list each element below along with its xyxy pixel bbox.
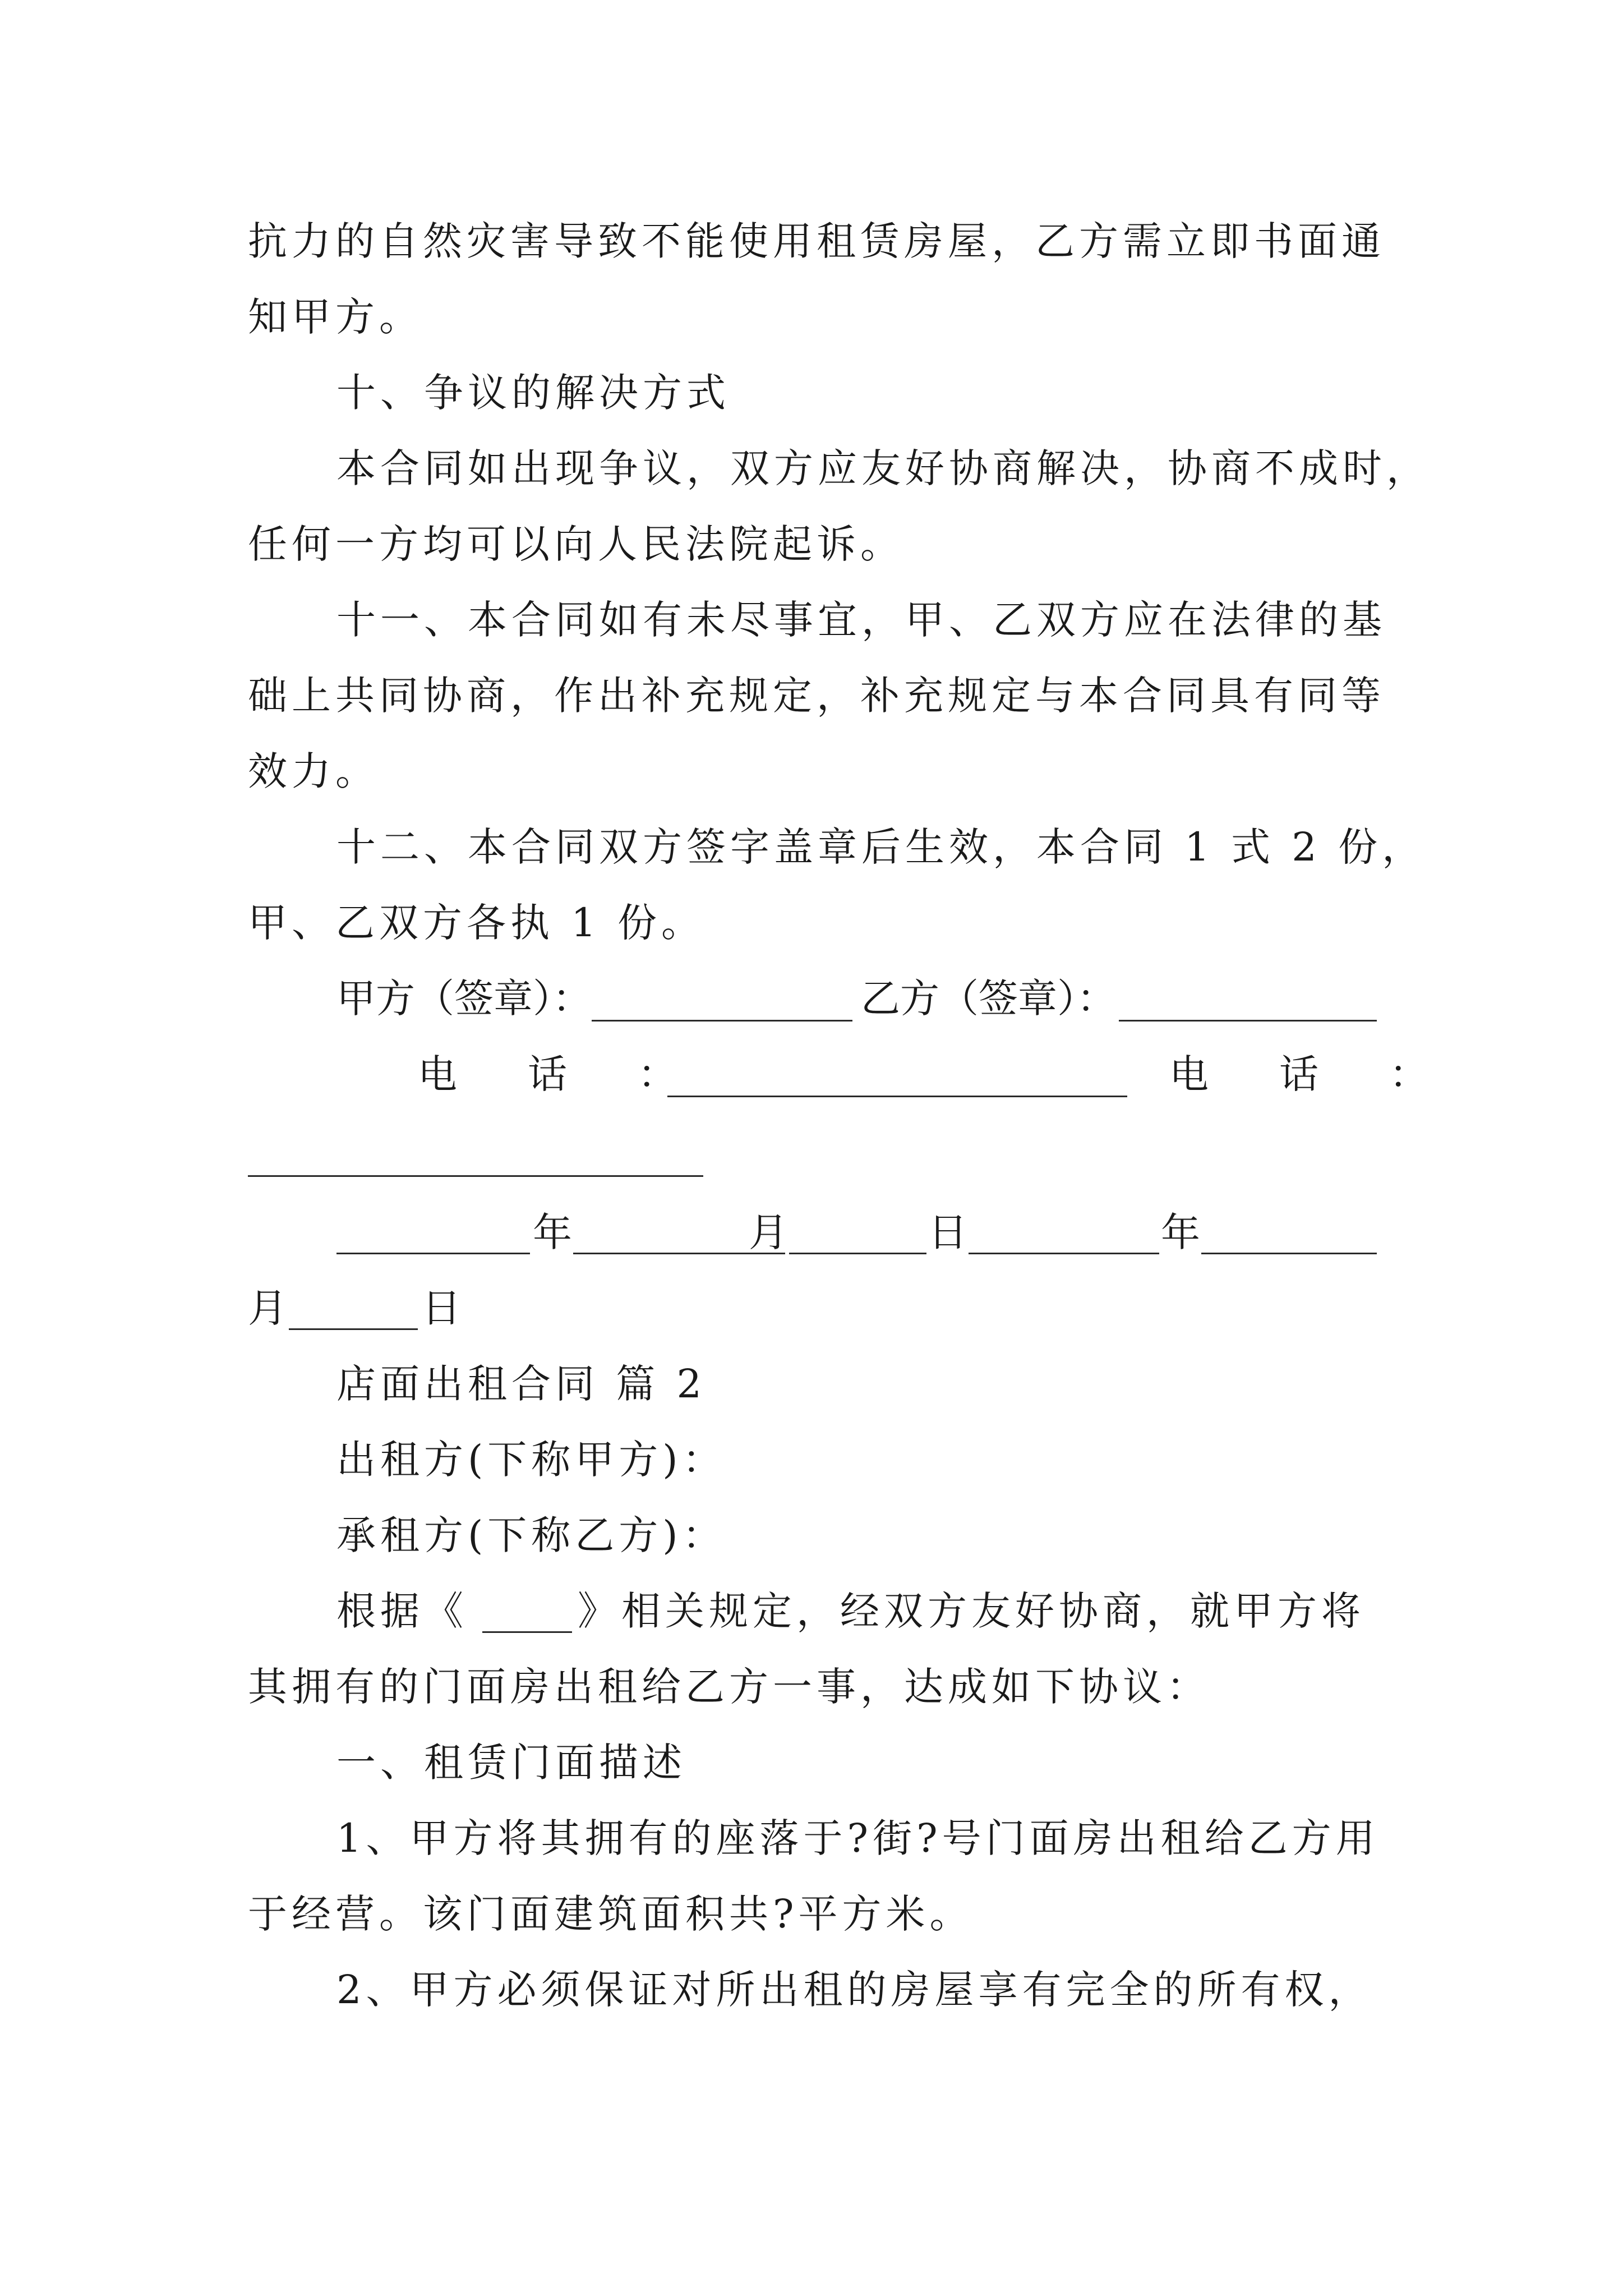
text-line: 十二、本合同双方签字盖章后生效，本合同 1 式 2 份， xyxy=(336,824,1426,870)
text-line: 本合同如出现争议，双方应友好协商解决，协商不成时， xyxy=(336,445,1430,491)
text-line: 础上共同协商，作出补充规定，补充规定与本合同具有同等 xyxy=(248,673,1385,719)
date-blank-month-2 xyxy=(1201,1253,1377,1254)
lessee-label: 承租方(下称乙方)： xyxy=(336,1512,726,1558)
lessor-label: 出租方(下称甲方)： xyxy=(336,1437,726,1483)
text-line: 2、甲方必须保证对所出租的房屋享有完全的所有权， xyxy=(336,1967,1372,2013)
text-line: 十一、本合同如有未尽事宜，甲、乙双方应在法律的基 xyxy=(336,597,1386,643)
date-day-label: 日 xyxy=(928,1209,967,1255)
date-blank-day-2 xyxy=(289,1328,418,1330)
date-year-label: 年 xyxy=(1161,1209,1200,1255)
text-line: 甲、乙双方各执 1 份。 xyxy=(248,900,706,946)
date-blank-year-2 xyxy=(969,1253,1159,1254)
signature-label-party-b: 乙方（签章）： xyxy=(861,976,1116,1022)
basis-text-start: 根据《 xyxy=(336,1588,468,1634)
signature-label-party-a: 甲方（签章）： xyxy=(336,976,592,1022)
law-name-blank xyxy=(482,1631,572,1633)
date-blank-day-1 xyxy=(789,1253,926,1254)
phone-blank-party-a xyxy=(667,1096,1127,1097)
date-month-label: 月 xyxy=(749,1209,788,1255)
signature-blank-party-b xyxy=(1119,1020,1377,1022)
text-line: 1、甲方将其拥有的座落于?街?号门面房出租给乙方用 xyxy=(336,1815,1380,1861)
basis-text-end: 》相关规定，经双方友好协商，就甲方将 xyxy=(578,1588,1365,1634)
section-heading: 十、争议的解决方式 xyxy=(336,370,730,416)
date-month-label: 月 xyxy=(248,1285,287,1331)
text-line: 其拥有的门面房出租给乙方一事，达成如下协议： xyxy=(248,1664,1210,1710)
text-line: 抗力的自然灾害导致不能使用租赁房屋，乙方需立即书面通 xyxy=(248,218,1385,264)
phone-blank-party-b xyxy=(248,1175,703,1177)
phone-label-party-b: 电 话 ： xyxy=(1169,1051,1444,1097)
text-line: 任何一方均可以向人民法院起诉。 xyxy=(248,521,904,567)
date-day-label: 日 xyxy=(422,1285,461,1331)
section-heading: 一、租赁门面描述 xyxy=(336,1740,686,1786)
text-line: 知甲方。 xyxy=(248,294,423,340)
date-year-label: 年 xyxy=(533,1209,572,1255)
date-blank-year-1 xyxy=(336,1253,530,1254)
signature-blank-party-a xyxy=(592,1020,852,1022)
contract-title: 店面出租合同 篇 2 xyxy=(336,1361,707,1407)
phone-label-party-a: 电 话 ： xyxy=(418,1051,693,1097)
text-line: 于经营。该门面建筑面积共?平方米。 xyxy=(248,1891,974,1937)
text-line: 效力。 xyxy=(248,748,379,794)
